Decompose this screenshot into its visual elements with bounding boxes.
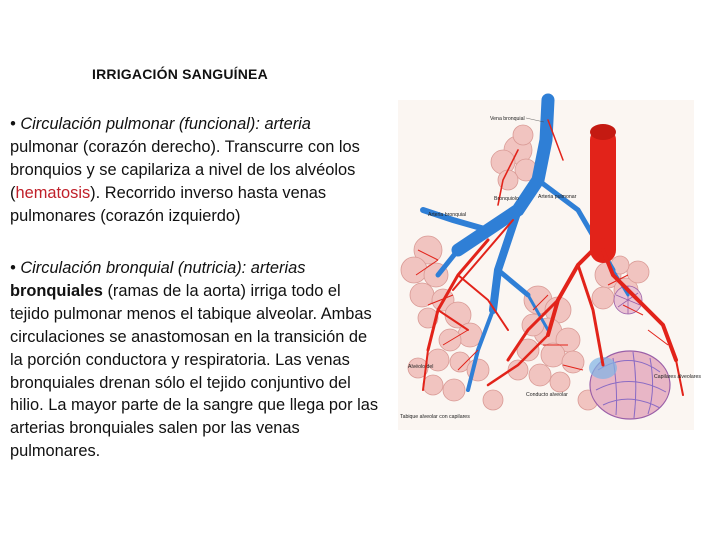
pulmonary-heading: Circulación pulmonar (funcional): arteria	[20, 115, 311, 133]
bullet: •	[10, 259, 16, 277]
label-tabique: Tabique alveolar con capilares	[400, 414, 470, 420]
pulmonary-text-b: ). Recorrido inverso hasta venas pulmonares (corazón izquierdo)	[10, 183, 327, 225]
illustration-svg	[398, 100, 701, 430]
label-arteria-pulmonar: Arteria pulmonar	[538, 194, 577, 200]
label-vena-bronquial: Vena bronquial	[490, 116, 525, 122]
label-conducto: Conducto alveolar	[526, 392, 568, 398]
bronchial-text: (ramas de la aorta) irriga todo el tejido pulmonar menos el tabique alveolar. Ambas circulaciones se anastomosan en la transición de la porción conductora y respiratoria. Las venas bronquiales drenan sólo el tejido conjuntivo del hilio. La mayor parte de la sangre que llega por las arterias bronquiales salen por las venas pulmonares.	[10, 281, 379, 461]
bullet: •	[10, 115, 16, 133]
label-alveolo: Alvéolo del	[408, 364, 434, 370]
pulmonary-circulation-paragraph	[10, 113, 380, 228]
bronchial-bold-word: bronquiales	[10, 281, 103, 300]
bronchial-heading: Circulación bronquial (nutricia): arterias	[20, 259, 306, 277]
bronchial-circulation-paragraph	[10, 257, 380, 463]
lung-irrigation-illustration	[398, 100, 701, 430]
hematosis-highlight: hematosis	[15, 183, 91, 202]
label-arteria-bronquial: Arteria bronquial	[428, 212, 467, 218]
aorta-vessel-top	[590, 124, 616, 140]
slide-title: IRRIGACIÓN SANGUÍNEA	[92, 66, 268, 82]
label-capilares: Capilares alveolares	[654, 374, 701, 380]
label-bronquiolo: Bronquiolo	[494, 196, 519, 202]
pulmonary-text-a: pulmonar (corazón derecho). Transcurre con los bronquios y se capilariza a nivel de los alvéolos (	[10, 137, 360, 202]
